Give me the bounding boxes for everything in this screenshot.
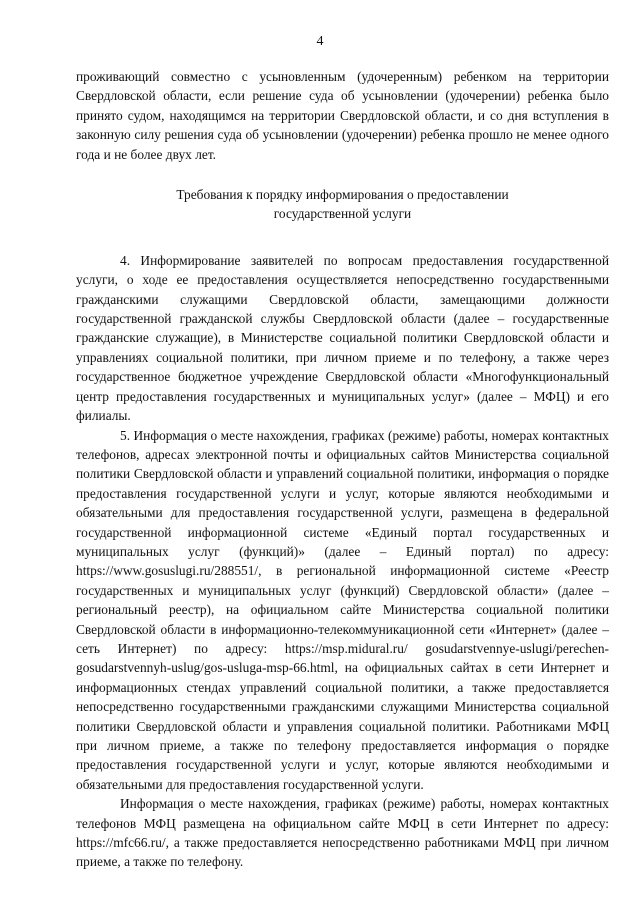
paragraph-mfc-info: Информация о месте нахождения, графиках (режиме) работы, номерах контактных телефонов МФЦ размещена на официальном сайте МФЦ в сети Интернет по адресу: https://mfc66.ru/, а также предоставляется непосредственно работниками МФЦ при личном приеме, а также по телефону. bbox=[76, 796, 609, 870]
page-number: 4 bbox=[316, 34, 324, 49]
intro-paragraph: проживающий совместно с усыновленным (удочеренным) ребенком на территории Свердловской области, если решение суда об усыновлении (удочерении) ребенка было принято судом, находящимся на территории Свердловской области, и со дня вступления в законную силу решения суда об усыновлении (удочерении) ребенка прошло не менее одного года и не более двух лет. bbox=[76, 69, 609, 162]
document-body bbox=[76, 67, 609, 872]
section-title-line-2: государственной услуги bbox=[273, 206, 412, 222]
section-title-line-1: Требования к порядку информирования о предоставлении bbox=[176, 187, 509, 203]
paragraph-5: 5. Информация о месте нахождения, графиках (режиме) работы, номерах контактных телефонов, адресах электронной почты и официальных сайтов Министерства социальной политики Свердловской области и управлений социальной политики, информация о порядке предоставления государственной услуги и услуг, которые являются необходимыми и обязательными для предоставления государственной услуги, размещена в федеральной государственной информационной системе «Единый портал государственных и муниципальных услуг (функций)» (далее – Единый портал) по адресу: https://www.gosuslugi.ru/288551/, в региональной информационной системе «Реестр государственных и муниципальных услуг (функций) Свердловской области» (далее – региональный реестр), на официальном сайте Министерства социальной политики Свердловской области в информационно-телекоммуникационной сети «Интернет» (далее – сеть Интернет) по адресу: https://msp.midural.ru/ gosudarstvennye-uslugi/perechen-gosudarstvennyh-uslug/gos-usluga-msp-66.html, на официальных сайтах в сети Интернет и информационных стендах управлений социальной политики, а также предоставляется непосредственно государственными гражданскими служащими Министерства социальной политики Свердловской области и управления социальной политики. Работниками МФЦ при личном приеме, а также по телефону предоставляется информация о порядке предоставления государственной услуги и услуг, которые являются необходимыми и обязательными для предоставления государственной услуги. bbox=[76, 427, 609, 792]
section-title bbox=[76, 185, 609, 224]
paragraph-4: 4. Информирование заявителей по вопросам предоставления государственной услуги, о ходе ее предоставления осуществляется непосредственно государственными гражданскими служащими Свердловской области, замещающими должности государственной гражданской службы Свердловской области (далее – государственные гражданские служащие), в Министерстве социальной политики Свердловской области и управлениях социальной политики, при личном приеме и по телефону, а также через государственное бюджетное учреждение Свердловской области «Многофункциональный центр предоставления государственных и муниципальных услуг» (далее – МФЦ) и его филиалы. bbox=[76, 252, 609, 424]
